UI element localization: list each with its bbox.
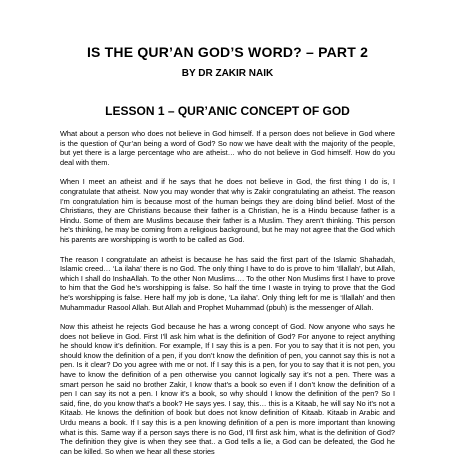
document-title: IS THE QUR’AN GOD’S WORD? – PART 2 <box>86 44 369 60</box>
paragraph: Now this atheist he rejects God because he has a wrong concept of God. Now anyone who says he does not believe in God. First I’ll ask him what is the definition of God? For anyone to reject anything he should know it’s definition. For example, If I say this is a pen. For you to say that it is not pen, you should know the definition of a pen, if you don’t know the definition of pen, you cannot say this is not a pen. Is it clear? Do you agree with me or not. If I say this is a pen, for you to say that it is not pen, you have to know the definition of a pen otherwise you cannot logically say it’s not a pen. There was a smart person he said no brother Zakir, I know that’s a book so even if I don’t know the definition of a pen I can say its not a pen. I know it’s a book, so why should I know the definition of the pen? So I said, fine, do you know that’s a book? He says yes. I say, this… this is a Kitaab, he will say No it’s not a Kitaab. He knows the definition of book but does not know definition of Kitaab. Kitaab in Arabic and Urdu means a book. If I say this is a pen knowing definition of a pen is more important than knowing what is this. Same way if a person says there is no God, I’ll first ask him, what is the definition of God? The definition they give is when they see that.. a God tells a lie, a God can be defeated, the God he can be killed. So when we hear all these stories <box>60 322 395 456</box>
author-line: BY DR ZAKIR NAIK <box>181 68 274 79</box>
lesson-heading: LESSON 1 – QUR’ANIC CONCEPT OF GOD <box>105 104 350 118</box>
document-body <box>60 129 395 456</box>
paragraph: When I meet an atheist and if he says that he does not believe in God, the first thing I do is, I congratulate that atheist. Now you may wonder that why is Zakir congratulating an atheist. The reason I’m congratulation him is because most of the human beings they are doing blind belief. Most of the Christians, they are Christians because their father is a Christian, he is a Hindu because father is a Hindu. Some of them are Muslims because their father is a Muslim. They aren’t thinking. This person he’s thinking, he may be coming from a religious background, but he may not agree that the God which his parents are worshipping is worth to be called as God. <box>60 177 395 244</box>
paragraph: What about a person who does not believe in God himself. If a person does not believe in God where is the question of Qur’an being a word of God? So now we have dealt with the majority of the people, but yet there is a large percentage who are atheist… who do not believe in God himself. How do you deal with them. <box>60 129 395 167</box>
paragraph: The reason I congratulate an atheist is because he has said the first part of the Islamic Shahadah, Islamic creed… ‘La ilaha’ there is no God. The only thing I have to do is prove to him ‘Illallah’, but Allah, which I shall do InshaAllah. To the other Non Muslims…. To the other Non Muslims first I have to prove to him that the God he’s worshipping is false. So half the time I waste in trying to prove that the God he’s worshipping is false. Here half my job is done, ‘La ilaha’. Only thing left for me is ‘Illallah’ and then Muhammadur Rasool Allah. But Allah and Prophet Muhammad (pbuh) is the messenger of Allah. <box>60 254 395 312</box>
